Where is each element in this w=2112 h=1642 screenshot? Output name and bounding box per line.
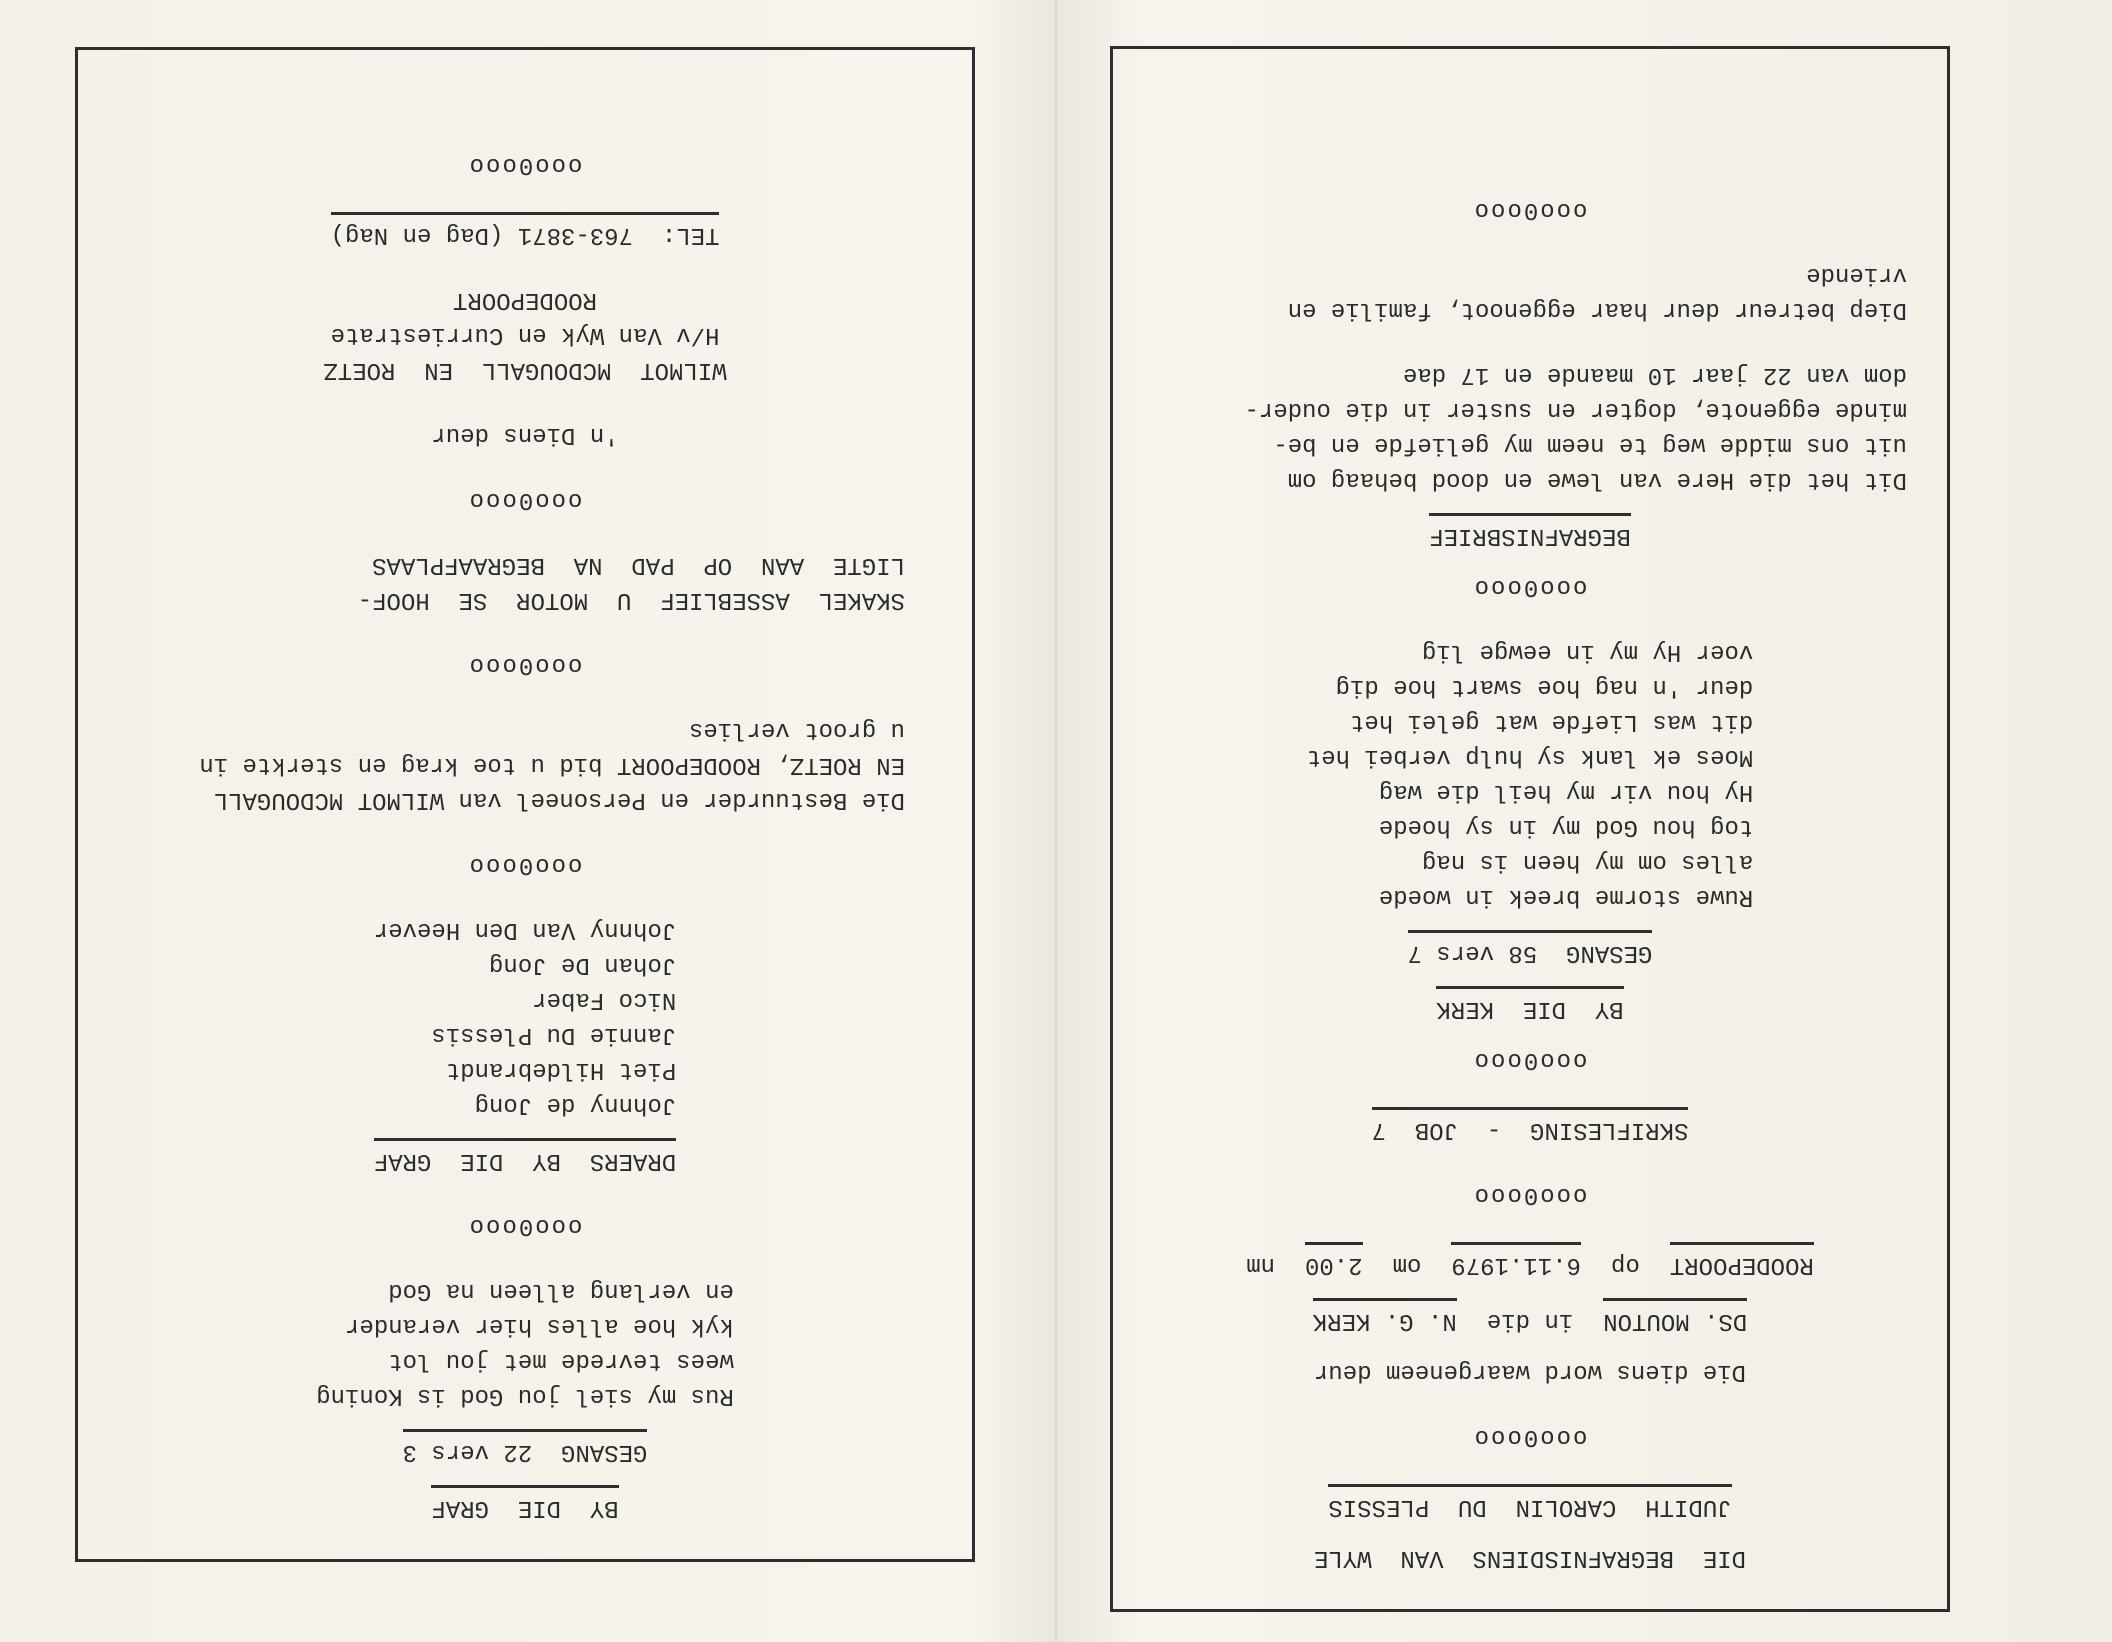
separator: ooo0ooo <box>467 1212 583 1239</box>
hymn-line: wees tevrede met jou lot <box>388 1347 734 1374</box>
bearer-name: Johnny de Jong <box>474 1091 677 1118</box>
hymn-line: Hy hou vir my heil die wag <box>1378 778 1754 805</box>
service-by: 'n Diens deur <box>431 421 619 448</box>
condolence-line: u groot verlies <box>688 716 905 743</box>
graveside-panel <box>75 47 975 1562</box>
hymn-line: kyk hoe alles hier verander <box>344 1312 734 1339</box>
bearers-heading: DRAERS BY DIE GRAF <box>374 1138 676 1178</box>
letter-heading: BEGRAFNISBRIEF <box>1429 513 1631 553</box>
church-heading: BY DIE KERK <box>1436 986 1623 1026</box>
separator: ooo0ooo <box>1472 1181 1588 1208</box>
bearer-name: Piet Hildebrandt <box>445 1056 677 1083</box>
undertaker-town: ROODEPOORT <box>453 286 598 313</box>
telephone: TEL: 763-3871 (Dag en Nag) <box>331 212 720 252</box>
notice-line: Dit het die Here van lewe en dood behaag om <box>1287 466 1907 493</box>
undertaker-address: H/v Van Wyk en Curriestrate <box>330 321 720 348</box>
service-date: 6.11.1979 <box>1451 1242 1581 1282</box>
separator: ooo0ooo <box>467 851 583 878</box>
notice-line: minde eggenote, dogter en suster in die ouder- <box>1244 396 1907 423</box>
notice-line: uit ons midde weg te neem my geliefde en be- <box>1273 431 1907 458</box>
time-suffix: nm <box>1246 1251 1275 1278</box>
bearer-name: Johnny Van Den Heever <box>373 916 677 943</box>
separator: ooo0ooo <box>467 486 583 513</box>
grave-heading: BY DIE GRAF <box>431 1485 618 1525</box>
bearer-name: Nico Faber <box>532 986 677 1013</box>
hymn-line: voer Hy my in eewge lig <box>1421 638 1754 665</box>
separator: ooo0ooo <box>1472 1046 1588 1073</box>
notice-line: SKAKEL ASSEBLIEF U MOTOR SE HOOF- <box>357 586 905 613</box>
bearer-name: Jannie Du Plessis <box>431 1021 677 1048</box>
minister-connector: in die <box>1486 1307 1574 1334</box>
deceased-name: JUDITH CAROLIN DU PLESSIS <box>1328 1484 1731 1524</box>
hymn-line: dit was Liefde wat gelei het <box>1349 708 1754 735</box>
minister-name: DS. MOUTON <box>1603 1298 1747 1338</box>
mourners-line: vriende <box>1806 261 1907 288</box>
hymn-line: deur 'n nag hoe swart hoe dig <box>1335 673 1754 700</box>
undertaker-details <box>323 282 726 387</box>
condolence-line: EN ROETZ, ROODEPOORT bid u toe krag en sterkte in <box>199 751 905 778</box>
mourners-line: Diep betreur deur haar eggenoot, familie en <box>1287 296 1907 323</box>
hymn-stanza <box>1307 634 1753 914</box>
separator: ooo0ooo <box>1472 1423 1588 1450</box>
death-notice <box>1147 257 1907 497</box>
condolence-line: Die Bestuurder en Personeel van WILMOT MCDOUGALL <box>213 786 905 813</box>
headlights-notice <box>145 547 905 617</box>
undertaker-name: WILMOT MCDOUGALL EN ROETZ <box>323 356 727 383</box>
separator: ooo0ooo <box>467 151 583 178</box>
bearers-list <box>374 912 676 1122</box>
fold-line <box>1055 0 1057 1642</box>
church-name: N. G. KERK <box>1313 1298 1457 1338</box>
scripture-reading: SKRIFLESING - JOB 7 <box>1372 1107 1689 1147</box>
hymn-line: alles om my heen is nag <box>1421 848 1754 875</box>
notice-line: dom van 22 jaar 10 maande en 17 dae <box>1402 361 1907 388</box>
minister-line <box>1153 1298 1907 1338</box>
place-date-line <box>1153 1242 1907 1282</box>
hymn-line: Ruwe storme breek in woede <box>1378 883 1754 910</box>
order-of-service-panel <box>1110 46 1950 1612</box>
hymn-line: Moes ek lank sy hulp verbei het <box>1306 743 1754 770</box>
place-om: om <box>1392 1251 1422 1278</box>
notice-line: LIGTE AAN OP PAD NA BEGRAAFPLAAS <box>372 551 905 578</box>
hymn-line: en verlang alleen na God <box>388 1277 734 1304</box>
service-intro: Die diens word waargeneem deur <box>1313 1358 1747 1385</box>
bearer-name: Johan De Jong <box>489 951 677 978</box>
service-title: DIE BEGRAFNISDIENS VAN WYLE <box>1313 1544 1747 1571</box>
separator: ooo0ooo <box>1472 196 1588 223</box>
town: ROODEPOORT <box>1670 1242 1814 1282</box>
hymn-heading: GESANG 58 vers 7 <box>1408 930 1653 970</box>
place-op: op <box>1611 1251 1640 1278</box>
service-time: 2.00 <box>1305 1242 1363 1282</box>
hymn-line: tog hou God my in sy hoede <box>1378 813 1754 840</box>
condolence-message <box>145 712 905 817</box>
separator: ooo0ooo <box>1472 573 1588 600</box>
hymn-line: Rus my siel jou God is Koning <box>316 1382 734 1409</box>
grave-hymn-heading: GESANG 22 vers 3 <box>403 1429 648 1469</box>
grave-hymn-stanza <box>316 1273 734 1413</box>
separator: ooo0ooo <box>467 651 583 678</box>
